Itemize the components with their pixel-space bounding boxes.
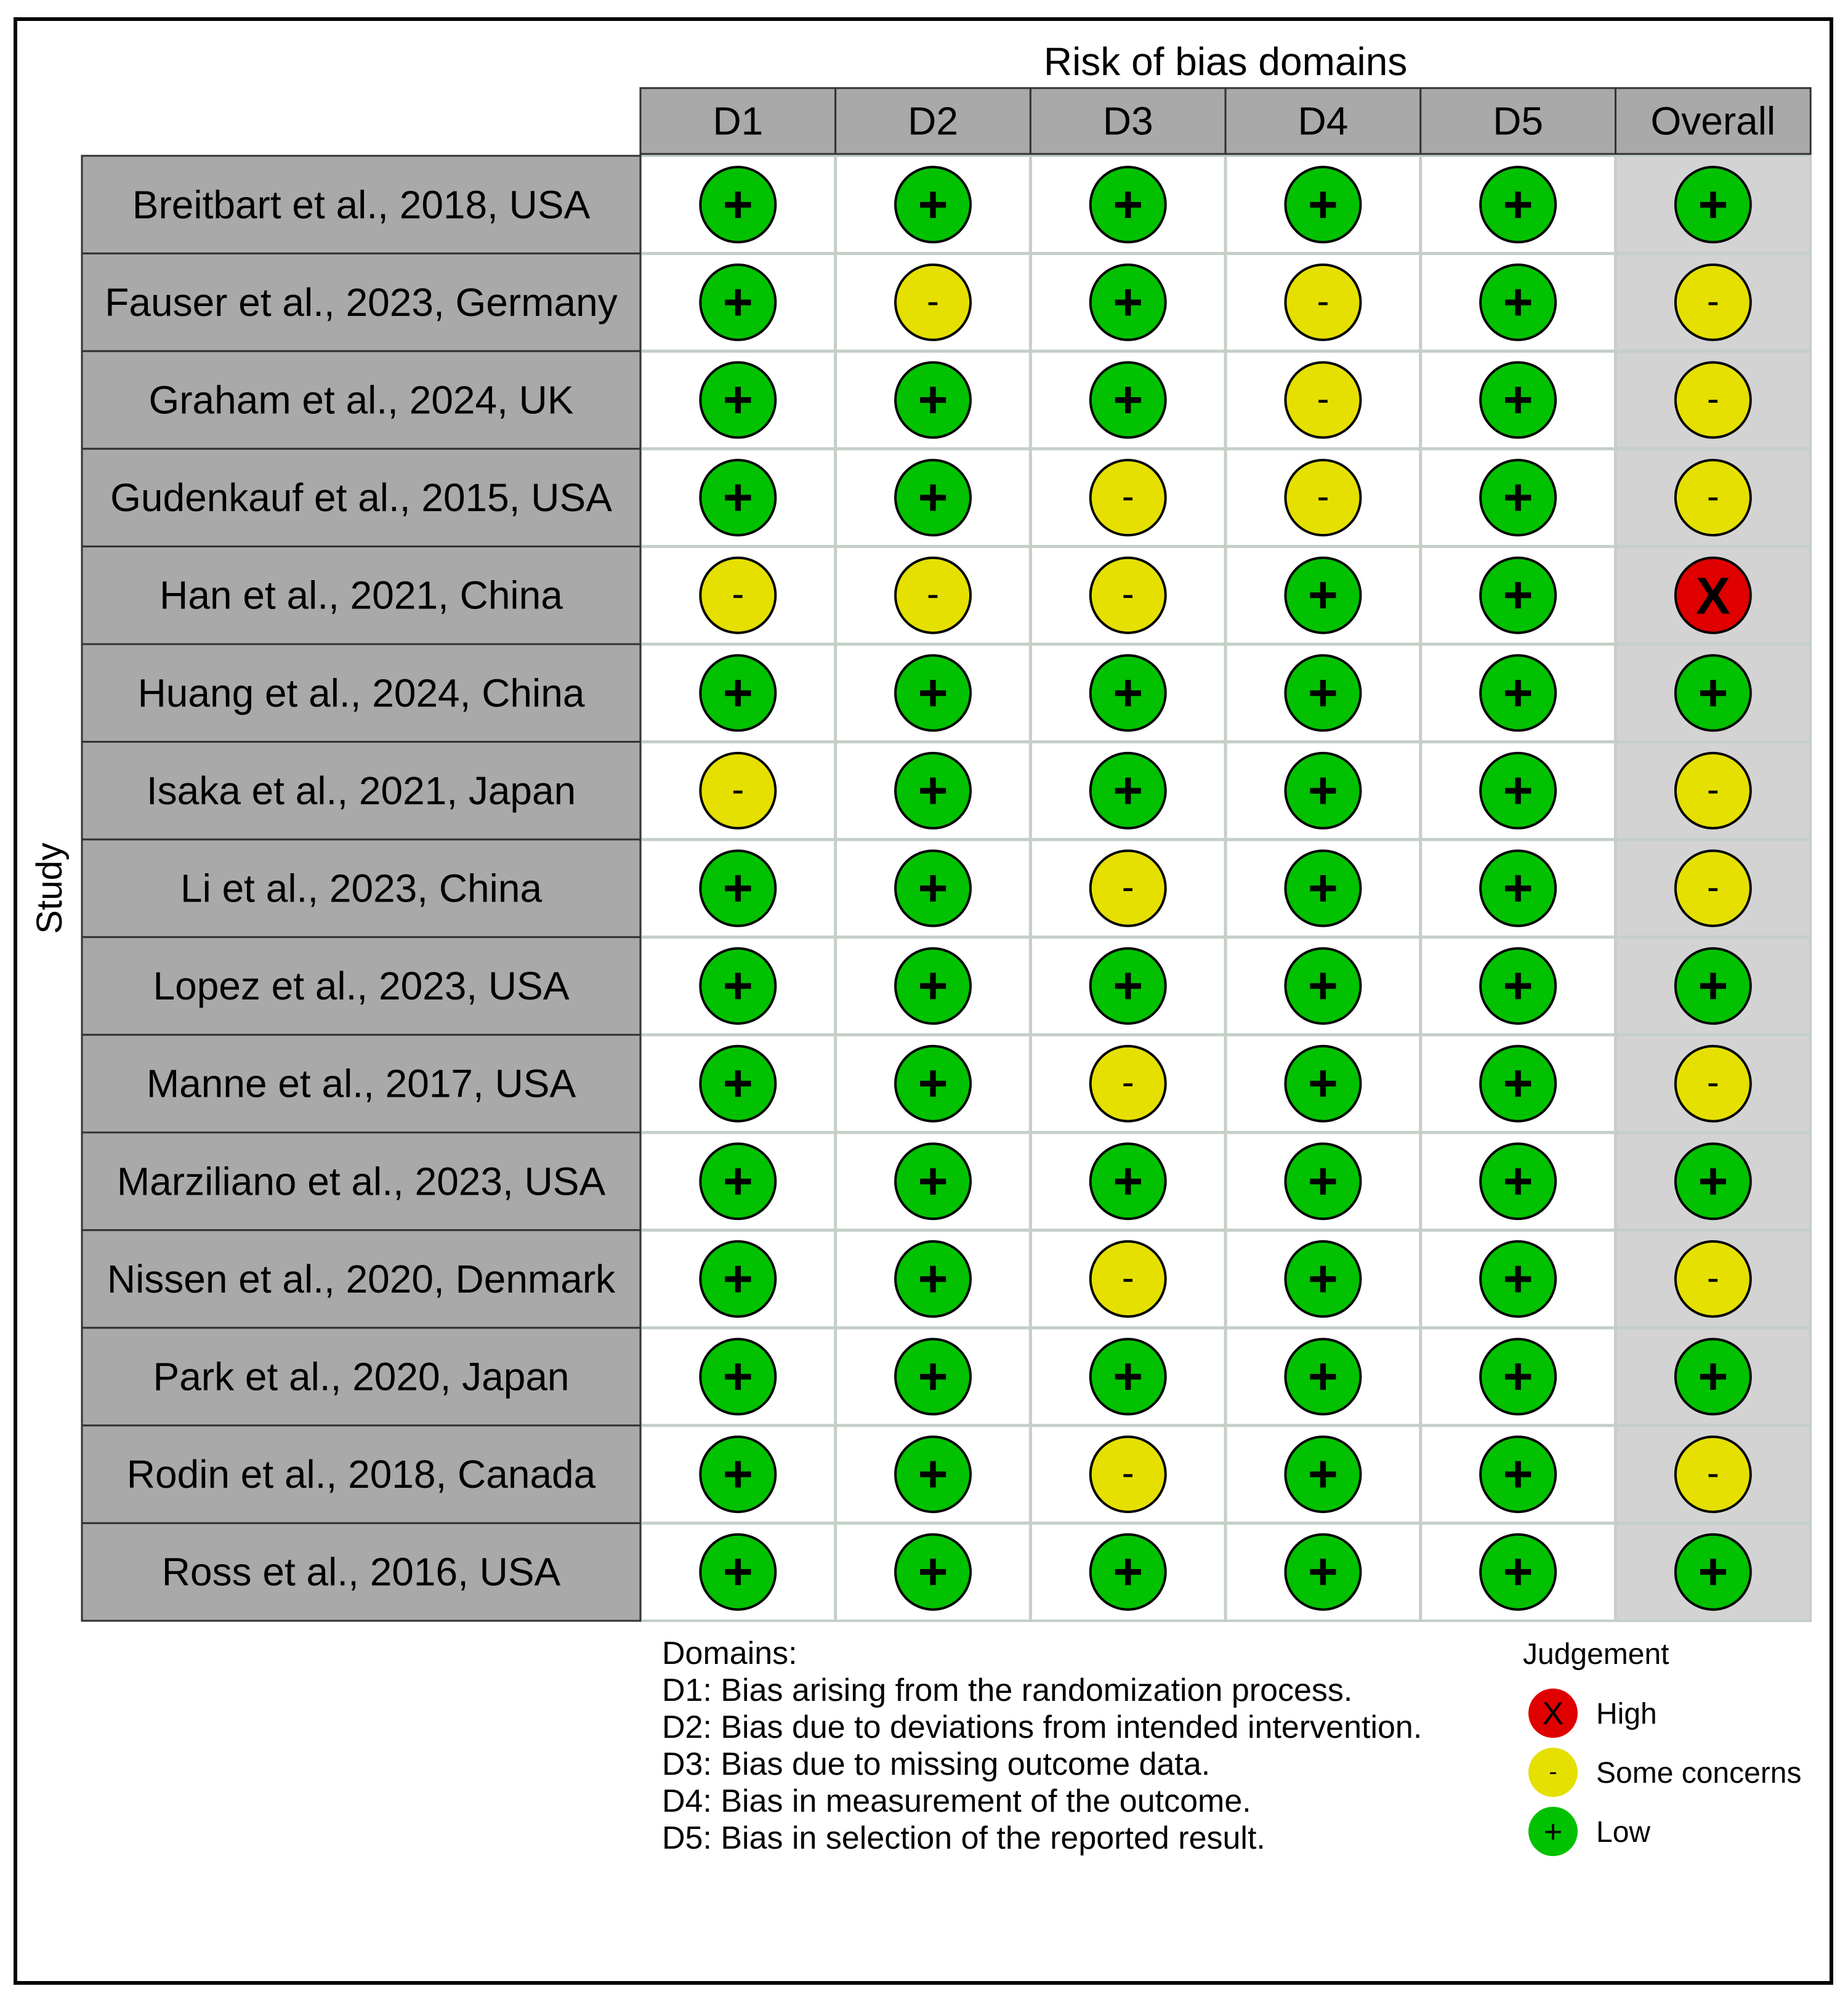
judgement-symbol: + [1503, 1249, 1533, 1307]
legend-symbol: X [1542, 1696, 1564, 1732]
judgement-symbol: + [722, 370, 753, 429]
judgement-symbol: + [918, 761, 948, 819]
judgement-symbol: - [1121, 1061, 1134, 1103]
judgement-symbol: + [1503, 1347, 1533, 1405]
study-label: Li et al., 2023, China [180, 866, 543, 911]
judgement-symbol: + [918, 1347, 948, 1405]
judgement-symbol: - [1121, 1452, 1134, 1494]
legend-label: Some concerns [1596, 1757, 1802, 1790]
study-label: Graham et al., 2024, UK [148, 377, 574, 422]
judgement-symbol: + [722, 1542, 753, 1600]
judgement-symbol: + [1503, 1152, 1533, 1210]
judgement-symbol: + [918, 468, 948, 527]
judgement-symbol: + [1113, 370, 1144, 429]
judgement-symbol: + [1307, 1445, 1338, 1503]
domain-description: D3: Bias due to missing outcome data. [662, 1746, 1211, 1782]
column-header-label: D4 [1297, 99, 1349, 143]
column-header-label: Overall [1650, 99, 1776, 143]
judgement-symbol: - [1706, 768, 1719, 810]
judgement-symbol: + [918, 956, 948, 1015]
judgement-symbol: + [918, 370, 948, 429]
judgement-symbol: - [1706, 1452, 1719, 1494]
judgement-symbol: - [1317, 377, 1330, 419]
judgement-symbol: + [1307, 1249, 1338, 1307]
domain-description: D1: Bias arising from the randomization process. [662, 1673, 1353, 1708]
legend-label: High [1596, 1698, 1657, 1730]
judgement-symbol: + [1307, 956, 1338, 1015]
legend-title: Judgement [1523, 1638, 1669, 1671]
domain-description: D5: Bias in selection of the reported result. [662, 1820, 1265, 1856]
judgement-symbol: - [1121, 1256, 1134, 1298]
judgement-symbol: - [1706, 377, 1719, 419]
judgement-symbol: + [1503, 175, 1533, 233]
judgement-symbol: + [1503, 468, 1533, 527]
study-label: Breitbart et al., 2018, USA [132, 182, 591, 227]
judgement-symbol: + [1307, 175, 1338, 233]
column-header-label: D5 [1493, 99, 1544, 143]
legend-symbol: - [1549, 1758, 1557, 1785]
domain-description: D2: Bias due to deviations from intended intervention. [662, 1709, 1422, 1745]
judgement-symbol: + [1113, 175, 1144, 233]
judgement-symbol: - [732, 573, 744, 615]
judgement-symbol: - [1121, 475, 1134, 517]
judgement-symbol: + [1307, 761, 1338, 819]
domains-heading: Domains: [662, 1636, 797, 1671]
judgement-symbol: + [1503, 370, 1533, 429]
study-label: Huang et al., 2024, China [137, 671, 585, 716]
study-label: Gudenkauf et al., 2015, USA [110, 475, 612, 520]
judgement-symbol: - [732, 768, 744, 810]
judgement-symbol: + [1503, 956, 1533, 1015]
domain-description: D4: Bias in measurement of the outcome. [662, 1783, 1251, 1819]
judgement-symbol: + [1503, 761, 1533, 819]
judgement-symbol: + [722, 175, 753, 233]
legend-symbol: + [1543, 1814, 1563, 1850]
judgement-symbol: + [1307, 858, 1338, 917]
judgement-symbol: + [1503, 1542, 1533, 1600]
study-label: Isaka et al., 2021, Japan [146, 768, 576, 813]
study-label: Rodin et al., 2018, Canada [126, 1452, 596, 1497]
judgement-symbol: - [1317, 475, 1330, 517]
judgement-symbol: + [918, 858, 948, 917]
judgement-symbol: + [1503, 272, 1533, 331]
judgement-symbol: - [927, 280, 940, 321]
judgement-symbol: + [1503, 1445, 1533, 1503]
judgement-symbol: + [918, 1054, 948, 1112]
judgement-symbol: + [1503, 565, 1533, 624]
judgement-symbol: + [722, 1249, 753, 1307]
judgement-symbol: - [1121, 573, 1134, 615]
judgement-symbol: + [1307, 1347, 1338, 1405]
judgement-symbol: + [918, 1445, 948, 1503]
judgement-symbol: + [1113, 956, 1144, 1015]
study-label: Nissen et al., 2020, Denmark [107, 1256, 616, 1301]
judgement-symbol: + [1113, 1347, 1144, 1405]
judgement-symbol: - [1317, 280, 1330, 321]
legend-label: Low [1596, 1816, 1651, 1849]
judgement-symbol: + [722, 1054, 753, 1112]
study-label: Fauser et al., 2023, Germany [105, 280, 618, 325]
judgement-symbol: + [1503, 1054, 1533, 1112]
column-header-label: D1 [712, 99, 764, 143]
judgement-symbol: X [1695, 567, 1730, 625]
judgement-symbol: + [722, 1152, 753, 1210]
judgement-symbol: + [1113, 272, 1144, 331]
judgement-symbol: + [1113, 761, 1144, 819]
judgement-symbol: + [1307, 1054, 1338, 1112]
judgement-symbol: + [1503, 858, 1533, 917]
judgement-symbol: + [1307, 1152, 1338, 1210]
judgement-symbol: + [1307, 663, 1338, 722]
judgement-symbol: + [1698, 956, 1729, 1015]
judgement-symbol: + [722, 1445, 753, 1503]
judgement-symbol: + [1698, 663, 1729, 722]
judgement-symbol: - [1706, 475, 1719, 517]
judgement-symbol: - [927, 573, 940, 615]
study-label: Ross et al., 2016, USA [161, 1549, 561, 1594]
judgement-symbol: + [722, 858, 753, 917]
judgement-symbol: + [1503, 663, 1533, 722]
judgement-symbol: - [1706, 866, 1719, 908]
judgement-symbol: + [722, 956, 753, 1015]
judgement-symbol: - [1706, 1061, 1719, 1103]
judgement-symbol: - [1706, 1256, 1719, 1298]
study-label: Han et al., 2021, China [159, 573, 563, 618]
column-header-label: D3 [1102, 99, 1153, 143]
y-axis-label: Study [30, 842, 70, 934]
judgement-symbol: + [918, 175, 948, 233]
chart-title: Risk of bias domains [1043, 39, 1408, 84]
judgement-symbol: + [1698, 1152, 1729, 1210]
domain-descriptions [662, 1635, 1422, 1857]
judgement-symbol: + [1113, 1152, 1144, 1210]
column-header-label: D2 [908, 99, 958, 143]
judgement-symbol: + [918, 663, 948, 722]
judgement-symbol: + [1307, 1542, 1338, 1600]
study-label: Marziliano et al., 2023, USA [116, 1159, 606, 1204]
judgement-symbol: - [1121, 866, 1134, 908]
judgement-symbol: + [1698, 1347, 1729, 1405]
judgement-symbol: + [1307, 565, 1338, 624]
judgement-symbol: + [1113, 663, 1144, 722]
judgement-symbol: + [722, 272, 753, 331]
study-label: Lopez et al., 2023, USA [153, 964, 570, 1009]
judgement-symbol: + [1698, 1542, 1729, 1600]
judgement-symbol: + [722, 468, 753, 527]
judgement-symbol: + [722, 663, 753, 722]
judgement-symbol: + [1113, 1542, 1144, 1600]
judgement-symbol: + [918, 1249, 948, 1307]
study-label: Park et al., 2020, Japan [153, 1354, 570, 1399]
judgement-symbol: + [918, 1542, 948, 1600]
judgement-symbol: + [722, 1347, 753, 1405]
judgement-symbol: + [918, 1152, 948, 1210]
judgement-symbol: + [1698, 175, 1729, 233]
study-label: Manne et al., 2017, USA [146, 1061, 576, 1106]
judgement-symbol: - [1706, 280, 1719, 321]
